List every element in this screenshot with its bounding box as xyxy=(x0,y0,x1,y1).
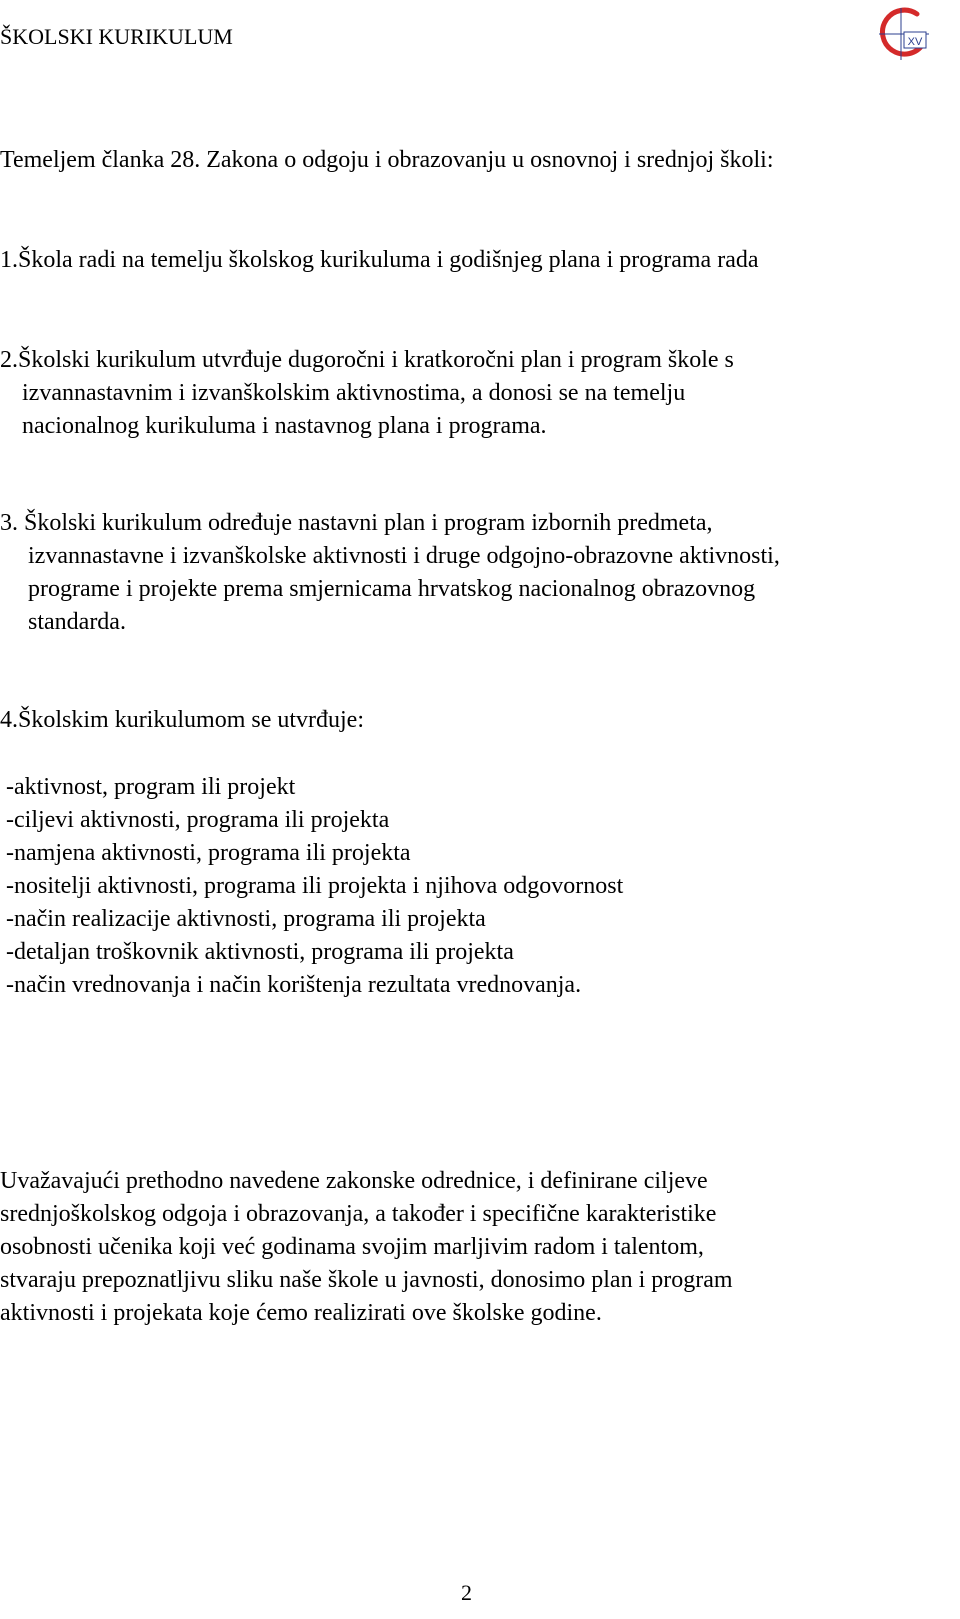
header-title: ŠKOLSKI KURIKULUM xyxy=(0,24,233,49)
list-item: -nositelji aktivnosti, programa ili projekta i njihova odgovornost xyxy=(6,873,624,899)
list-item: -detaljan troškovnik aktivnosti, programa ili projekta xyxy=(6,939,514,965)
item-3-line-1: 3. Školski kurikulum određuje nastavni plan i program izbornih predmeta, xyxy=(0,510,713,536)
list-item: -način realizacije aktivnosti, programa ili projekta xyxy=(6,906,486,932)
school-logo xyxy=(877,6,931,62)
item-2-line-3: nacionalnog kurikuluma i nastavnog plana i programa. xyxy=(22,413,547,439)
item-2-line-2: izvannastavnim i izvanškolskim aktivnostima, a donosi se na temelju xyxy=(22,380,686,406)
list-item: -namjena aktivnosti, programa ili projekta xyxy=(6,840,411,866)
school-logo-icon xyxy=(877,6,931,62)
list-item: -način vrednovanja i način korištenja rezultata vrednovanja. xyxy=(6,972,582,998)
item-3-line-2: izvannastavne i izvanškolske aktivnosti i druge odgojno-obrazovne aktivnosti, xyxy=(28,543,780,569)
list-item: -aktivnost, program ili projekt xyxy=(6,774,296,800)
item-4-line-1: 4.Školskim kurikulumom se utvrđuje: xyxy=(0,707,364,733)
closing-line-3: osobnosti učenika koji već godinama svojim marljivim radom i talentom, xyxy=(0,1234,704,1260)
item-3-line-3: programe i projekte prema smjernicama hrvatskog nacionalnog obrazovnog xyxy=(28,576,756,602)
closing-line-4: stvaraju prepoznatljivu sliku naše škole u javnosti, donosimo plan i program xyxy=(0,1267,733,1293)
closing-line-2: srednjoškolskog odgoja i obrazovanja, a također i specifične karakteristike xyxy=(0,1201,717,1227)
item-3-line-4: standarda. xyxy=(28,609,126,635)
list-item: -ciljevi aktivnosti, programa ili projekta xyxy=(6,807,390,833)
closing-line-1: Uvažavajući prethodno navedene zakonske odrednice, i definirane ciljeve xyxy=(0,1168,708,1194)
item-1-line-1: 1.Škola radi na temelju školskog kurikuluma i godišnjeg plana i programa rada xyxy=(0,247,759,273)
page-number: 2 xyxy=(461,1580,472,1605)
intro-text: Temeljem članka 28. Zakona o odgoju i obrazovanju u osnovnoj i srednjoj školi: xyxy=(0,147,774,173)
logo-text: XV xyxy=(907,36,923,48)
item-2-line-1: 2.Školski kurikulum utvrđuje dugoročni i kratkoročni plan i program škole s xyxy=(0,347,734,373)
closing-line-5: aktivnosti i projekata koje ćemo realizirati ove školske godine. xyxy=(0,1300,602,1326)
